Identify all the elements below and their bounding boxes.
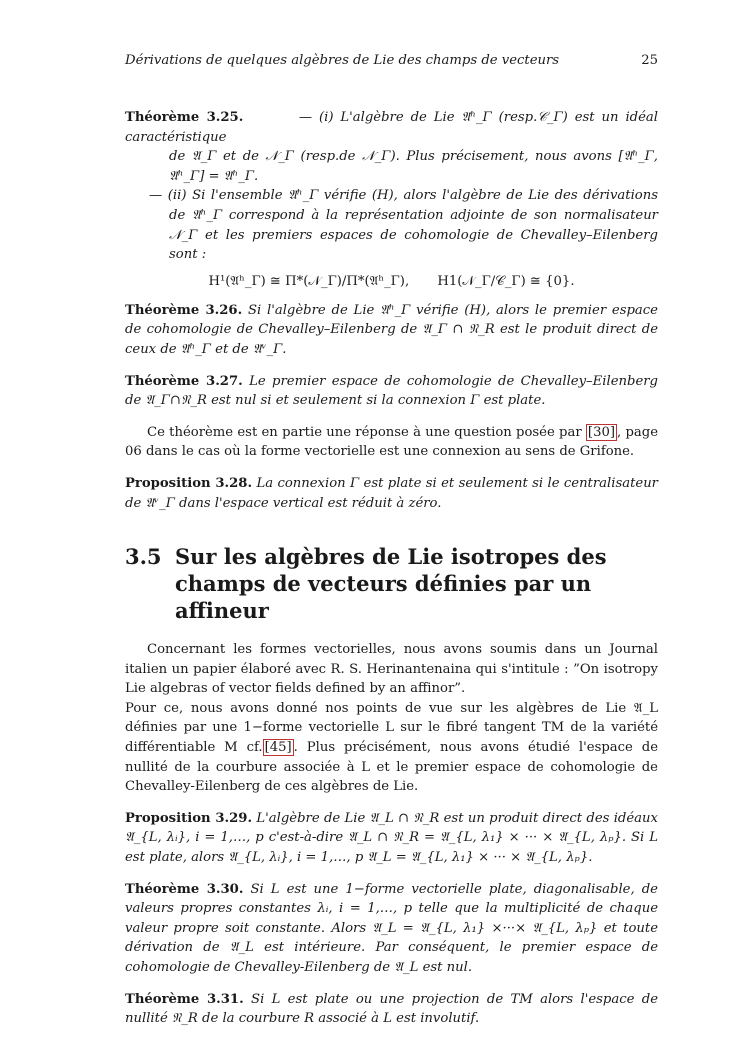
proposition-3-28-text: La connexion Γ est plate si et seulement si le centralisateur de 𝔄ᵛ_Γ dans l'espace vertical est réduit à zéro. (125, 475, 658, 511)
paragraph-affinor (125, 699, 658, 797)
theorem-3-25 (125, 108, 658, 293)
page-number: 25 (641, 53, 658, 68)
formula-cohomology: H¹(𝔄ʰ_Γ) ≅ Π*(𝒩_Γ)/Π*(𝔄ʰ_Γ), (208, 273, 410, 289)
citation-30-link[interactable]: [30] (587, 424, 615, 440)
paragraph-journal: Concernant les formes vectorielles, nous avons soumis dans un Journal italien un papier élaboré avec R. S. Herinantenaina qui s'intitule : ”On isotropy Lie algebras of vector fields defined by an affinor”. (125, 642, 658, 697)
theorem-3-31 (125, 990, 658, 1029)
theorem-3-27-text: Le premier espace de cohomologie de Chevalley–Eilenberg de 𝔄_Γ∩𝔑_R est nul si et seulement si la connexion Γ est plate. (125, 373, 658, 409)
theorem-3-25-label: Théorème 3.25. (125, 110, 244, 125)
proposition-3-28 (125, 474, 658, 513)
paragraph-affinor-text-b: . Plus précisément, nous avons étudié l'espace de nullité de la courbure associée à L et le premier espace de cohomologie de Chevalley-Eilenberg de ces algèbres de Lie. (125, 740, 658, 795)
theorem-3-27-label: Théorème 3.27. (125, 373, 243, 389)
theorem-3-26-text: Si l'algèbre de Lie 𝔄ʰ_Γ vérifie (H), alors le premier espace de cohomologie de Chevalley–Eilenberg de 𝔄_Γ ∩ 𝔑_R est le produit direct de ceux de 𝔄ʰ_Γ et de 𝔄ᵛ_Γ. (125, 302, 658, 357)
theorem-3-27 (125, 372, 658, 411)
citation-45-link[interactable]: [45] (264, 740, 292, 756)
theorem-3-31-text: Si L est plate ou une projection de TM alors l'espace de nullité 𝔑_R de la courbure R associé à L est involutif. (125, 991, 658, 1027)
paragraph-grifone-text-a: Ce théorème est en partie une réponse à une question posée par (147, 424, 586, 440)
theorem-3-25-part2-line1: — (ii) Si l'ensemble 𝔄ʰ_Γ vérifie (H), alors l'algèbre de Lie des dérivations de 𝔄ʰ_Γ (149, 188, 658, 223)
paragraph-grifone (125, 423, 658, 462)
theorem-3-30 (125, 880, 658, 978)
section-title: Sur les algèbres de Lie isotropes des champs de vecteurs définies par un affineur (175, 544, 607, 624)
paragraph-grifone-text-b: , page 06 dans le cas où la forme vectorielle est une connexion au sens de Grifone. (125, 424, 659, 460)
proposition-3-29-label: Proposition 3.29. (125, 810, 253, 826)
paragraph-affinor-text-a: Pour ce, nous avons donné nos points de vue sur les algèbres de Lie 𝔄_L définies par une 1−forme vectorielle L sur le fibré tangent TM de la variété différentiable M cf. (125, 700, 658, 756)
theorem-3-30-text: Si L est une 1−forme vectorielle plate, diagonalisable, de valeurs propres constantes λᵢ, i = 1,…, p telle que la multiplicité de chaque valeur propre soit constante. Alors 𝔄_L = 𝔄_{L, λ₁} ×···× 𝔄_{L, λₚ} et toute dérivation de 𝔄_L est intérieure. Par conséquent, le premier espace de cohomologie de Chevalley-Eilenberg de 𝔄_L est nul. (125, 881, 658, 975)
proposition-3-28-label: Proposition 3.28. (125, 475, 253, 491)
section-number: 3.5 (125, 544, 162, 570)
proposition-3-29-text: L'algèbre de Lie 𝔄_L ∩ 𝔑_R est un produit direct des idéaux 𝔄_{L, λᵢ}, i = 1,…, p c'est-à-dire 𝔄_L ∩ 𝔑_R = 𝔄_{L, λ₁} × ··· × 𝔄_{L, λₚ}. Si L est plate, alors 𝔄_{L, λᵢ}, i = 1,…, p 𝔄_L = 𝔄_{L, λ₁} × ··· × 𝔄_{L, λₚ}. (125, 810, 658, 866)
theorem-3-25-part1-line1: — (i) L'algèbre de Lie 𝔄ʰ_Γ (resp.𝒞_Γ) est un idéal caractéristique (125, 110, 658, 145)
theorem-3-26-label: Théorème 3.26. (125, 302, 243, 318)
theorem-3-30-label: Théorème 3.30. (125, 881, 244, 897)
proposition-3-29 (125, 809, 658, 868)
theorem-3-25-line1 (125, 108, 658, 147)
theorem-3-26 (125, 301, 658, 360)
section-heading-3-5 (125, 543, 658, 624)
theorem-3-25-part2 (125, 186, 658, 264)
formula-quotient: H1(𝒩_Γ/𝒞_Γ) ≅ {0}. (437, 273, 575, 289)
running-header (125, 52, 658, 70)
document-page (125, 52, 658, 1029)
theorem-3-25-part1-line2: de 𝔄_Γ et de 𝒩_Γ (resp.de 𝒩_Γ). Plus précisement, nous avons [𝔄ʰ_Γ, 𝔄ʰ_Γ] = 𝔄ʰ_Γ. (169, 149, 658, 184)
theorem-3-31-label: Théorème 3.31. (125, 991, 244, 1007)
theorem-3-25-part2-rest: correspond à la représentation adjointe de son normalisateur 𝒩_Γ et les premiers espaces de cohomologie de Chevalley–Eilenberg sont : (169, 207, 658, 263)
header-title: Dérivations de quelques algèbres de Lie des champs de vecteurs (125, 53, 560, 68)
theorem-3-25-formula (125, 271, 658, 293)
